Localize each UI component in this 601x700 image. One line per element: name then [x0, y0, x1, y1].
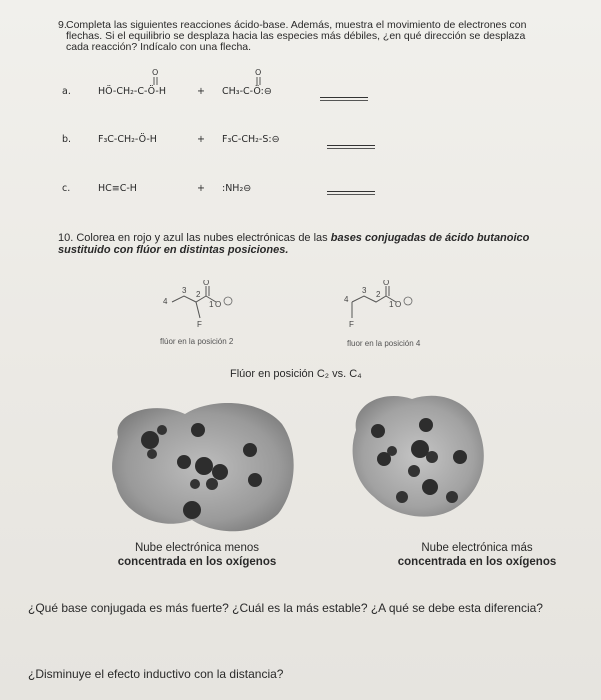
- mol-right-alkoxide-o: O: [395, 300, 402, 309]
- caption-right-line1: Nube electrónica más: [421, 542, 533, 554]
- electron-cloud-map-right: [342, 385, 492, 525]
- mol-left-num-2: 2: [196, 290, 201, 299]
- mol-right-num-3: 3: [362, 286, 367, 295]
- question-10-italic-text: bases conjugadas de ácido butanoico sustituido con flúor en distintas posiciones.: [58, 232, 530, 256]
- question-9-text: Completa las siguientes reacciones ácido-base. Además, muestra el movimiento de electrones con flechas. Si el equilibrio se desplaza hacia las especies más débiles, ¿en qué dirección se desplaza cada reacción? Indícalo con una flecha.: [66, 19, 527, 53]
- caption-right: [372, 541, 582, 569]
- comparison-title: Flúor en posición C₂ vs. C₄: [230, 368, 362, 380]
- molecule-left-label: flúor en la posición 2: [160, 337, 234, 346]
- caption-left-line2: concentrada en los oxígenos: [117, 556, 277, 568]
- molecule-fluoro-c4: [340, 280, 450, 335]
- mol-right-fluorine: F: [349, 320, 354, 329]
- reaction-b-plus: +: [197, 134, 205, 145]
- reaction-a-answer-line-2: [320, 100, 368, 101]
- question-10-number: 10.: [58, 232, 74, 244]
- reaction-c-answer-line-2: [327, 194, 375, 195]
- mol-right-num-2: 2: [376, 290, 381, 299]
- follow-up-question-2: ¿Disminuye el efecto inductivo con la distancia?: [28, 667, 284, 681]
- reaction-c-letter: c.: [62, 183, 71, 194]
- reaction-b-right-species: F₃C-CH₂-S:⊖: [222, 134, 280, 145]
- svg-text:O: O: [255, 68, 262, 77]
- question-9: [58, 19, 536, 53]
- molecule-fluoro-c2: [160, 280, 270, 335]
- electron-cloud-map-left: [100, 392, 300, 542]
- mol-right-num-4: 4: [344, 295, 349, 304]
- question-9-number: 9.: [58, 19, 67, 31]
- mol-right-num-1: 1: [389, 300, 394, 309]
- reaction-b-left-species: F₃C-CH₂-Ö-H: [98, 134, 157, 145]
- caption-right-line2: concentrada en los oxígenos: [397, 556, 557, 568]
- mol-left-alkoxide-o: O: [215, 300, 222, 309]
- molecule-right-label: fluor en la posición 4: [347, 339, 421, 348]
- mol-right-carbonyl-o: O: [383, 280, 390, 287]
- mol-left-negative-charge-icon: [224, 297, 232, 305]
- reaction-a-carbonyl-marks: [140, 66, 280, 88]
- follow-up-question-1: ¿Qué base conjugada es más fuerte? ¿Cuál es la más estable? ¿A qué se debe esta diferencia?: [28, 601, 543, 615]
- mol-left-num-1: 1: [209, 300, 214, 309]
- mol-right-negative-charge-icon: [404, 297, 412, 305]
- svg-text:O: O: [152, 68, 159, 77]
- reaction-a-answer-line[interactable]: [320, 97, 368, 98]
- reaction-a-right-species: CH₃-C-Ö:⊖: [222, 86, 272, 97]
- reaction-c-left-species: HC≡C-H: [98, 183, 137, 194]
- mol-left-num-4: 4: [163, 297, 168, 306]
- reaction-a-plus: +: [197, 86, 205, 97]
- reaction-b-answer-line-2: [327, 148, 375, 149]
- question-10: [58, 232, 558, 256]
- reaction-c-plus: +: [197, 183, 205, 194]
- question-10-text: Colorea en rojo y azul las nubes electrónicas de las: [76, 232, 328, 244]
- mol-left-fluorine: F: [197, 320, 202, 329]
- caption-left: [92, 541, 302, 569]
- caption-left-line1: Nube electrónica menos: [134, 542, 259, 554]
- reaction-b-answer-line[interactable]: [327, 145, 375, 146]
- mol-left-carbonyl-o: O: [203, 280, 210, 287]
- reaction-a-left-species: HÖ-CH₂-C-Ö-H: [98, 86, 166, 97]
- reaction-a-letter: a.: [62, 86, 71, 97]
- mol-left-num-3: 3: [182, 286, 187, 295]
- reaction-c-answer-line[interactable]: [327, 191, 375, 192]
- reaction-b-letter: b.: [62, 134, 72, 145]
- reaction-c-right-species: :NH₂⊖: [222, 183, 252, 194]
